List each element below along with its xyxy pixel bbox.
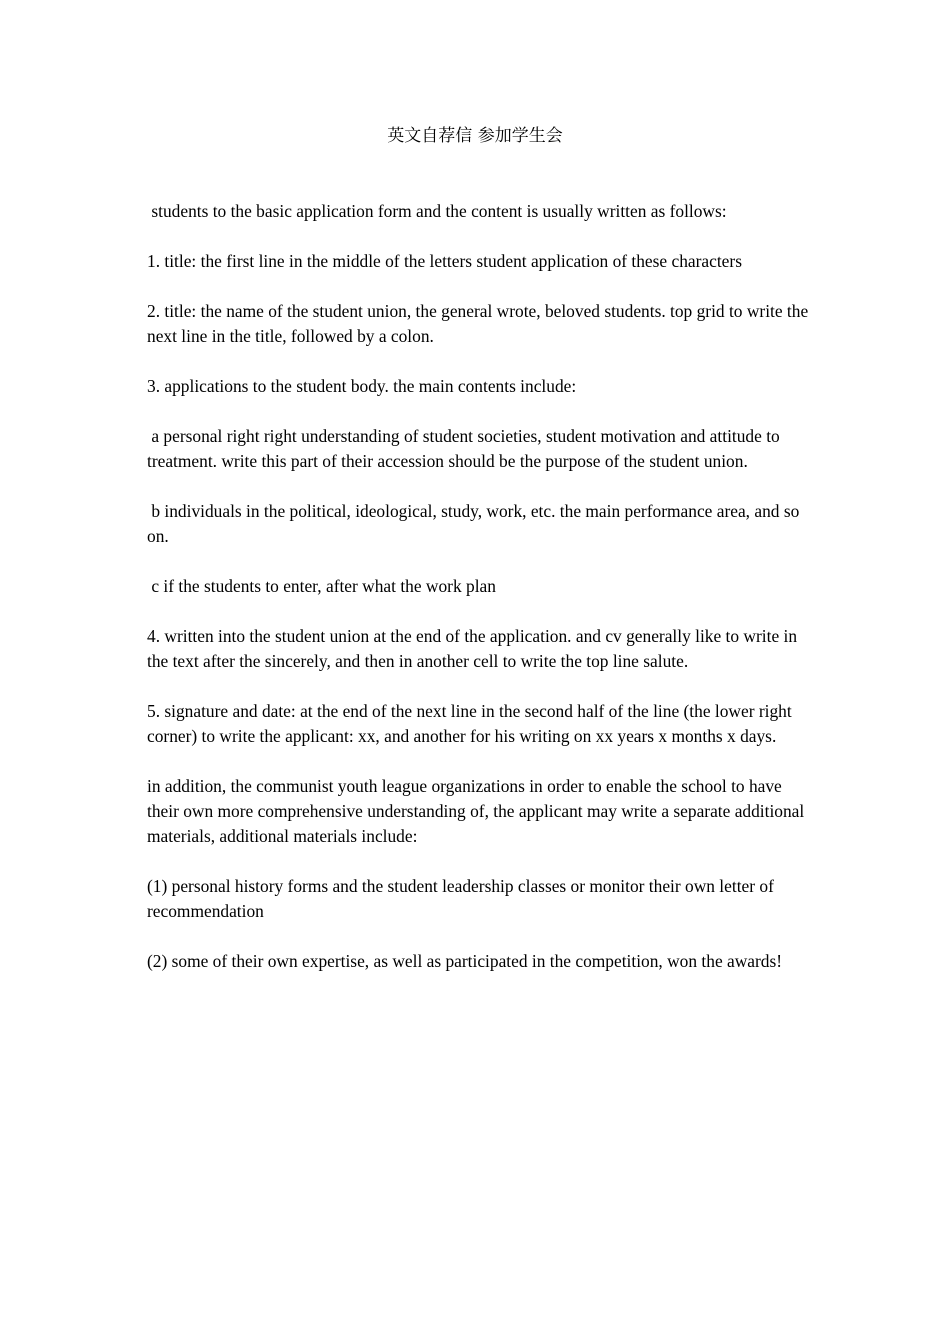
paragraph-item-2: 2. title: the name of the student union, the general wrote, beloved students. top grid to write the next line in the title, followed by a colon. bbox=[147, 301, 813, 346]
paragraph-item-3: 3. applications to the student body. the main contents include: bbox=[147, 376, 577, 396]
paragraph-item-3c: c if the students to enter, after what the work plan bbox=[147, 576, 496, 596]
paragraph-additional: in addition, the communist youth league organizations in order to enable the school to have their own more comprehensive understanding of, the applicant may write a separate additional materials, additional materials include: bbox=[147, 776, 809, 846]
paragraph-item-4: 4. written into the student union at the end of the application. and cv generally like to write in the text after the sincerely, and then in another cell to write the top line salute. bbox=[147, 626, 802, 671]
paragraph-item-3a: a personal right right understanding of student societies, student motivation and attitude to treatment. write this part of their accession should be the purpose of the student union. bbox=[147, 426, 785, 471]
paragraph-item-5: 5. signature and date: at the end of the next line in the second half of the line (the lower right corner) to write the applicant: xx, and another for his writing on xx years x months x days. bbox=[147, 701, 797, 746]
paragraph-intro: students to the basic application form and the content is usually written as follows: bbox=[147, 201, 727, 221]
document-title: 英文自荐信 参加学生会 bbox=[387, 126, 563, 146]
paragraph-additional-1: (1) personal history forms and the student leadership classes or monitor their own letter of recommendation bbox=[147, 876, 779, 921]
paragraph-item-1: 1. title: the first line in the middle of the letters student application of these characters bbox=[147, 251, 742, 271]
document-body bbox=[147, 199, 812, 999]
paragraph-additional-2: (2) some of their own expertise, as well as participated in the competition, won the awards! bbox=[147, 951, 783, 971]
paragraph-item-3b: b individuals in the political, ideological, study, work, etc. the main performance area, and so on. bbox=[147, 501, 804, 546]
